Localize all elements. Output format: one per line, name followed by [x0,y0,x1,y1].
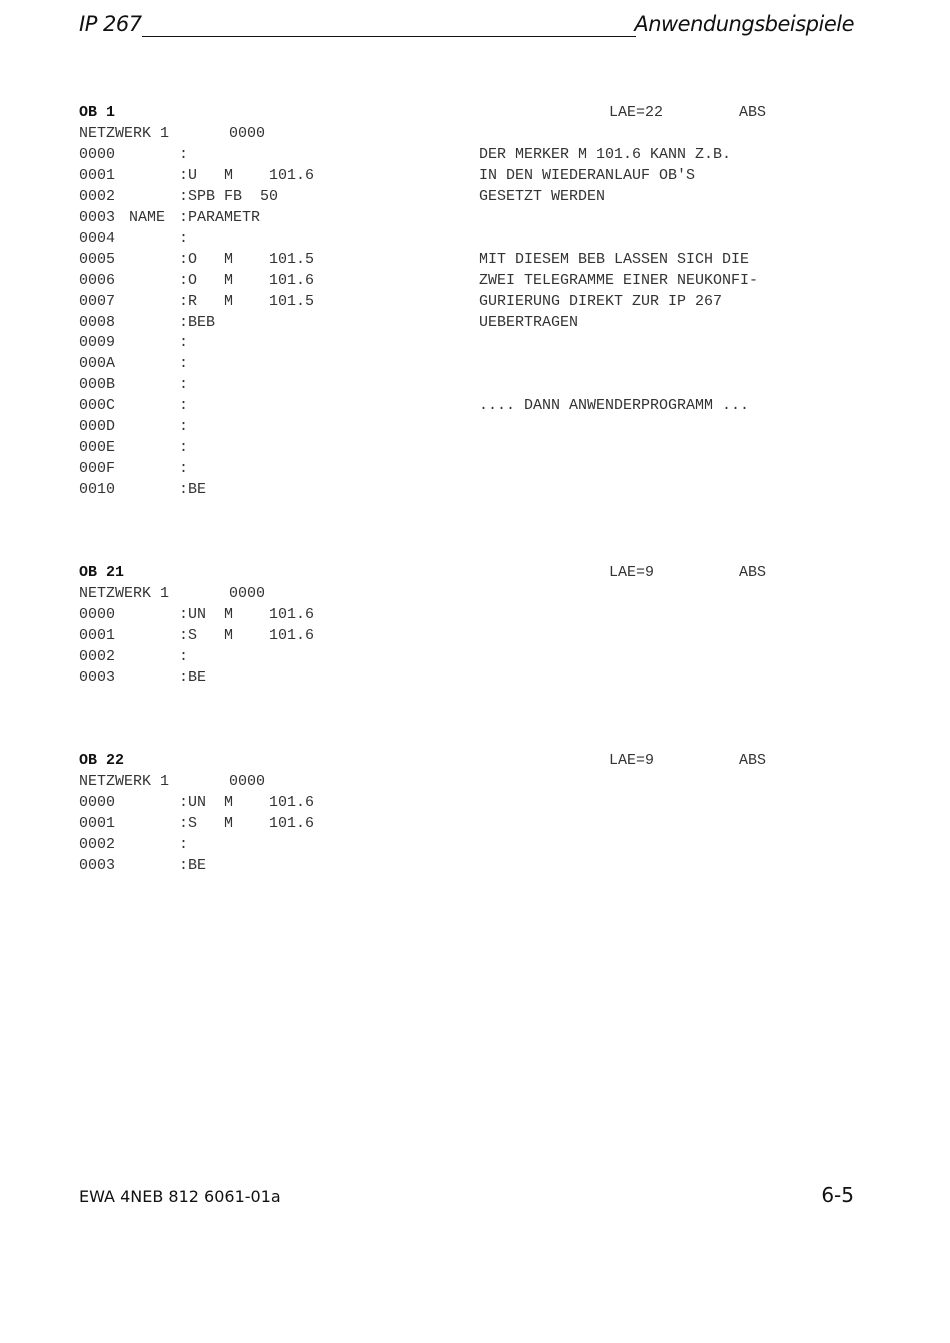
code-line-instr: : [179,439,189,456]
code-line-instr: :BE [179,481,207,498]
code-line-addr: 0000 [79,606,116,623]
code-line-instr: : [179,146,189,163]
code-line-addr: 0003 [79,857,116,874]
code-comment: DER MERKER M 101.6 KANN Z.B. [479,146,732,163]
code-line-instr: :UN M 101.6 [179,794,315,811]
code-line-instr: :O M 101.6 [179,272,315,289]
footer-doc-number: EWA 4NEB 812 6061-01a [79,1187,281,1206]
code-line-instr: :PARAMETR [179,209,261,226]
ob21-abs: ABS [739,564,767,581]
ob22-network-label: NETZWERK 1 [79,773,170,790]
code-line-addr: 0005 [79,251,116,268]
ob21-network-label: NETZWERK 1 [79,585,170,602]
code-line-addr: 000C [79,397,116,414]
ob1-network-addr: 0000 [229,125,266,142]
code-comment: .... DANN ANWENDERPROGRAMM ... [479,397,750,414]
code-line-addr: 0007 [79,293,116,310]
code-line-addr: 0000 [79,794,116,811]
code-line-addr: 0010 [79,481,116,498]
code-line-instr: :SPB FB 50 [179,188,279,205]
code-line-instr: :BE [179,669,207,686]
code-line-instr: : [179,376,189,393]
code-line-instr: :U M 101.6 [179,167,315,184]
code-comment: UEBERTRAGEN [479,314,579,331]
ob1-abs: ABS [739,104,767,121]
header-rule [142,36,636,37]
code-line-addr: 000F [79,460,116,477]
ob22-block [0,752,950,1343]
code-line-instr: : [179,397,189,414]
code-line-addr: 0002 [79,648,116,665]
code-comment: MIT DIESEM BEB LASSEN SICH DIE [479,251,750,268]
code-line-instr: : [179,648,189,665]
code-line-instr: : [179,418,189,435]
code-line-name: NAME [129,209,166,226]
ob1-lae: LAE=22 [609,104,664,121]
code-line-instr: : [179,460,189,477]
footer-page-number: 6-5 [821,1183,854,1207]
code-line-addr: 0006 [79,272,116,289]
ob22-abs: ABS [739,752,767,769]
code-line-addr: 000B [79,376,116,393]
code-line-instr: :BE [179,857,207,874]
ob22-title: OB 22 [79,752,125,769]
ob21-network-addr: 0000 [229,585,266,602]
ob22-network-addr: 0000 [229,773,266,790]
ob21-lae: LAE=9 [609,564,655,581]
code-line-instr: :UN M 101.6 [179,606,315,623]
code-comment: GURIERUNG DIREKT ZUR IP 267 [479,293,723,310]
code-comment: GESETZT WERDEN [479,188,606,205]
header-chapter-title: Anwendungsbeispiele [634,12,854,36]
code-line-addr: 0003 [79,669,116,686]
code-line-addr: 0002 [79,188,116,205]
code-line-instr: : [179,230,189,247]
code-line-instr: : [179,334,189,351]
code-line-addr: 0004 [79,230,116,247]
code-line-instr: :S M 101.6 [179,627,315,644]
code-line-addr: 0001 [79,627,116,644]
code-line-instr: : [179,836,189,853]
code-line-addr: 0009 [79,334,116,351]
code-line-addr: 0001 [79,167,116,184]
ob1-network-label: NETZWERK 1 [79,125,170,142]
header-doc-title: IP 267 [79,12,142,36]
code-line-instr: :BEB [179,314,216,331]
code-line-addr: 0000 [79,146,116,163]
code-line-addr: 0003 [79,209,116,226]
code-line-addr: 0002 [79,836,116,853]
code-line-addr: 000D [79,418,116,435]
code-line-addr: 0001 [79,815,116,832]
ob21-title: OB 21 [79,564,125,581]
code-line-instr: : [179,355,189,372]
code-line-addr: 000E [79,439,116,456]
code-comment: IN DEN WIEDERANLAUF OB'S [479,167,696,184]
code-line-instr: :O M 101.5 [179,251,315,268]
code-line-instr: :S M 101.6 [179,815,315,832]
code-line-addr: 0008 [79,314,116,331]
code-line-addr: 000A [79,355,116,372]
code-line-instr: :R M 101.5 [179,293,315,310]
ob22-lae: LAE=9 [609,752,655,769]
code-comment: ZWEI TELEGRAMME EINER NEUKONFI- [479,272,759,289]
ob1-title: OB 1 [79,104,116,121]
